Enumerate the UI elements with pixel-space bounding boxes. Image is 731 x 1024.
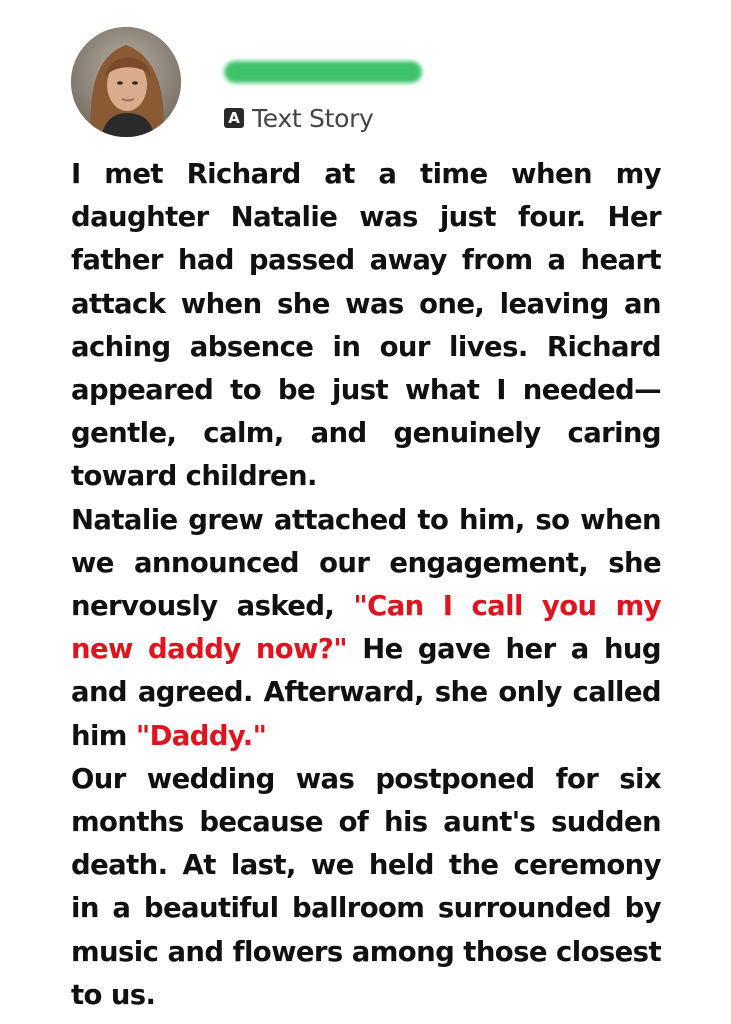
quote-highlight: "Can I call you my new daddy now?" (71, 590, 661, 666)
story-type-label: Text Story (252, 103, 374, 133)
avatar[interactable] (71, 27, 181, 137)
story-text: He gave her a hug and agreed. Afterward, she only called him (71, 633, 661, 752)
avatar-portrait-image (71, 27, 181, 137)
quote-highlight: "Daddy." (135, 719, 267, 752)
story-header (0, 0, 731, 150)
story-paragraph-3: Our wedding was postponed for six months because of his aunt's sudden death. At last, we held the ceremony in a beautiful ballroom surrounded by music and flowers among those closest to us. (71, 762, 661, 1011)
story-paragraph-2 (71, 499, 661, 758)
story-type-tag (224, 103, 374, 133)
redacted-author-name (224, 61, 422, 83)
text-story-icon: A (224, 108, 244, 128)
story-paragraph-1: I met Richard at a time when my daughter Natalie was just four. Her father had passed away from a heart attack when she was one, leaving an aching absence in our lives. Richard appeared to be just what I needed—gentle, calm, and genuinely caring toward children. (71, 158, 661, 493)
story-text: Natalie grew attached to him, so when we announced our engagement, she nervously asked, (71, 503, 661, 623)
story-body (71, 153, 661, 1017)
